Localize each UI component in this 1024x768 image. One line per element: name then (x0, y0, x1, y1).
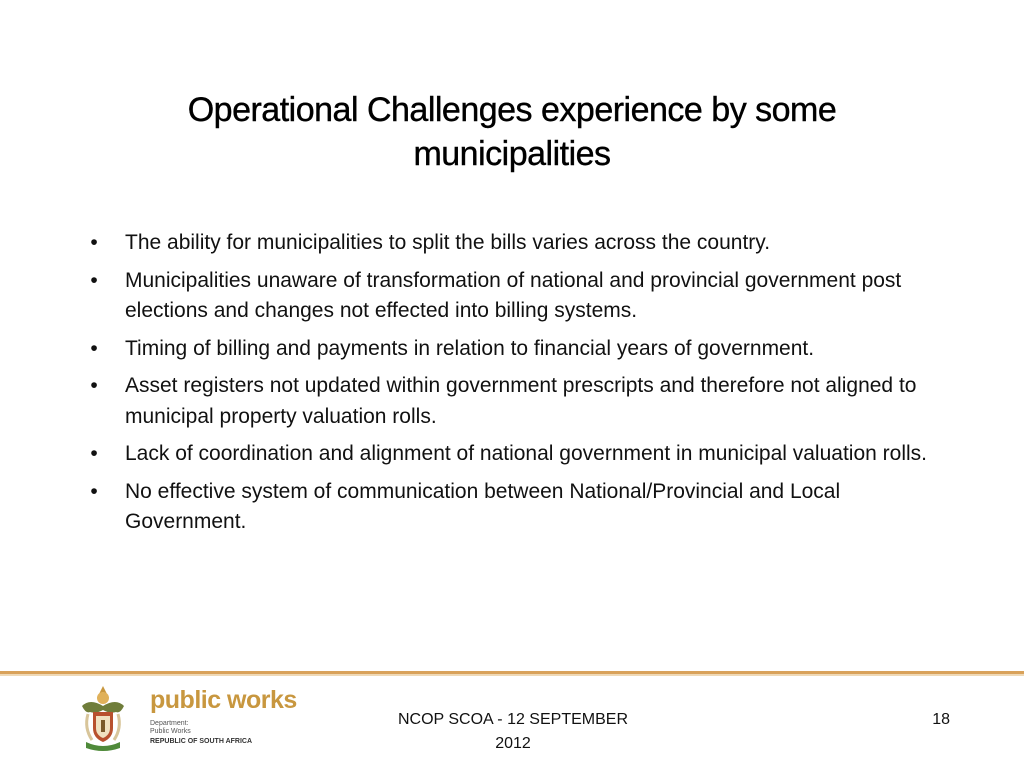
logo-line-department: Department: (150, 720, 189, 727)
title-line-1: Operational Challenges experience by some (187, 91, 837, 129)
bullet-marker: • (90, 268, 98, 292)
bullet-text: Municipalities unaware of transformation of national and provincial government post elections and changes not effected into billing systems. (125, 268, 902, 322)
footer-year: 2012 (495, 735, 531, 752)
logo-brand-text: public works (150, 686, 297, 714)
bullet-marker: • (90, 231, 98, 254)
coat-of-arms-icon (76, 684, 130, 754)
footer-event: NCOP SCOA - 12 SEPTEMBER (398, 711, 628, 728)
logo-line-republic: REPUBLIC OF SOUTH AFRICA (150, 738, 253, 745)
bullet-marker: • (90, 442, 98, 465)
title-line-2: municipalities (413, 135, 611, 173)
bullet-item (84, 334, 954, 365)
logo-line-public-works: Public Works (150, 728, 191, 735)
bullet-text: No effective system of communication between National/Provincial and Local Government. (125, 479, 841, 533)
footer-presentation-info (360, 708, 666, 756)
bullet-marker: • (90, 479, 98, 503)
footer-divider-shadow (0, 674, 1024, 676)
bullet-item (84, 477, 954, 538)
bullet-text: The ability for municipalities to split the bills varies across the country. (125, 231, 771, 254)
bullet-text: Lack of coordination and alignment of national government in municipal valuation rolls. (125, 442, 927, 465)
bullet-marker: • (90, 374, 98, 397)
bullet-item (84, 371, 954, 432)
bullet-item (84, 439, 954, 470)
bullet-text: Timing of billing and payments in relation to financial years of government. (125, 336, 815, 360)
logo-subtitle (150, 720, 252, 746)
bullet-item (84, 228, 954, 259)
bullet-text: Asset registers not updated within government prescripts and therefore not aligned to municipal property valuation rolls. (125, 374, 917, 428)
bullet-marker: • (90, 336, 98, 360)
bullet-item (84, 266, 954, 327)
slide-title (80, 88, 944, 176)
public-works-logo (76, 684, 297, 754)
bullet-list (84, 228, 954, 545)
page-number: 18 (932, 711, 950, 728)
